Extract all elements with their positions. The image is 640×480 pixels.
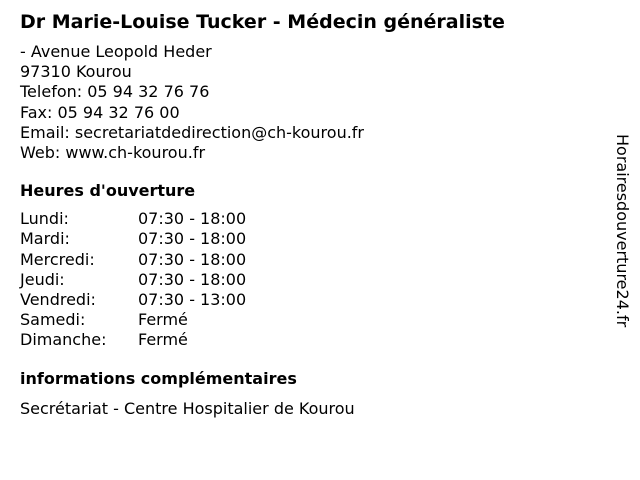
hours-heading: Heures d'ouverture <box>20 181 196 201</box>
site-watermark-label: Horairesdouverture24.fr <box>613 134 632 328</box>
fax-number: Fax: 05 94 32 76 00 <box>20 102 180 122</box>
hours-row-friday <box>20 290 600 310</box>
day-label: Vendredi: <box>20 290 96 310</box>
info-text: Secrétariat - Centre Hospitalier de Kourou <box>20 398 355 418</box>
hours-row-saturday <box>20 310 600 330</box>
day-label: Mardi: <box>20 229 70 249</box>
time-value: 07:30 - 18:00 <box>138 229 247 249</box>
email-address: Email: secretariatdedirection@ch-kourou.fr <box>20 122 364 142</box>
day-label: Lundi: <box>20 209 69 229</box>
day-label: Dimanche: <box>20 330 107 350</box>
day-label: Samedi: <box>20 310 86 330</box>
info-heading: informations complémentaires <box>20 368 297 388</box>
time-value: Fermé <box>138 330 188 350</box>
time-value: 07:30 - 18:00 <box>138 249 247 269</box>
hours-row-monday <box>20 209 600 229</box>
street-address: - Avenue Leopold Heder <box>20 42 212 61</box>
address-block <box>20 42 600 163</box>
day-label: Jeudi: <box>20 269 65 289</box>
time-value: 07:30 - 13:00 <box>138 290 247 310</box>
hours-row-sunday <box>20 330 600 350</box>
opening-hours-table <box>20 209 600 350</box>
practice-card <box>20 10 600 419</box>
time-value: 07:30 - 18:00 <box>138 269 247 289</box>
hours-row-wednesday <box>20 250 600 270</box>
hours-row-thursday <box>20 270 600 290</box>
hours-row-tuesday <box>20 229 600 249</box>
phone-number: Telefon: 05 94 32 76 76 <box>20 82 210 102</box>
time-value: 07:30 - 18:00 <box>138 209 247 229</box>
website: Web: www.ch-kourou.fr <box>20 143 206 163</box>
time-value: Fermé <box>138 310 188 330</box>
day-label: Mercredi: <box>20 249 95 269</box>
city: 97310 Kourou <box>20 62 132 82</box>
page-title: Dr Marie-Louise Tucker - Médecin généraliste <box>20 11 505 33</box>
